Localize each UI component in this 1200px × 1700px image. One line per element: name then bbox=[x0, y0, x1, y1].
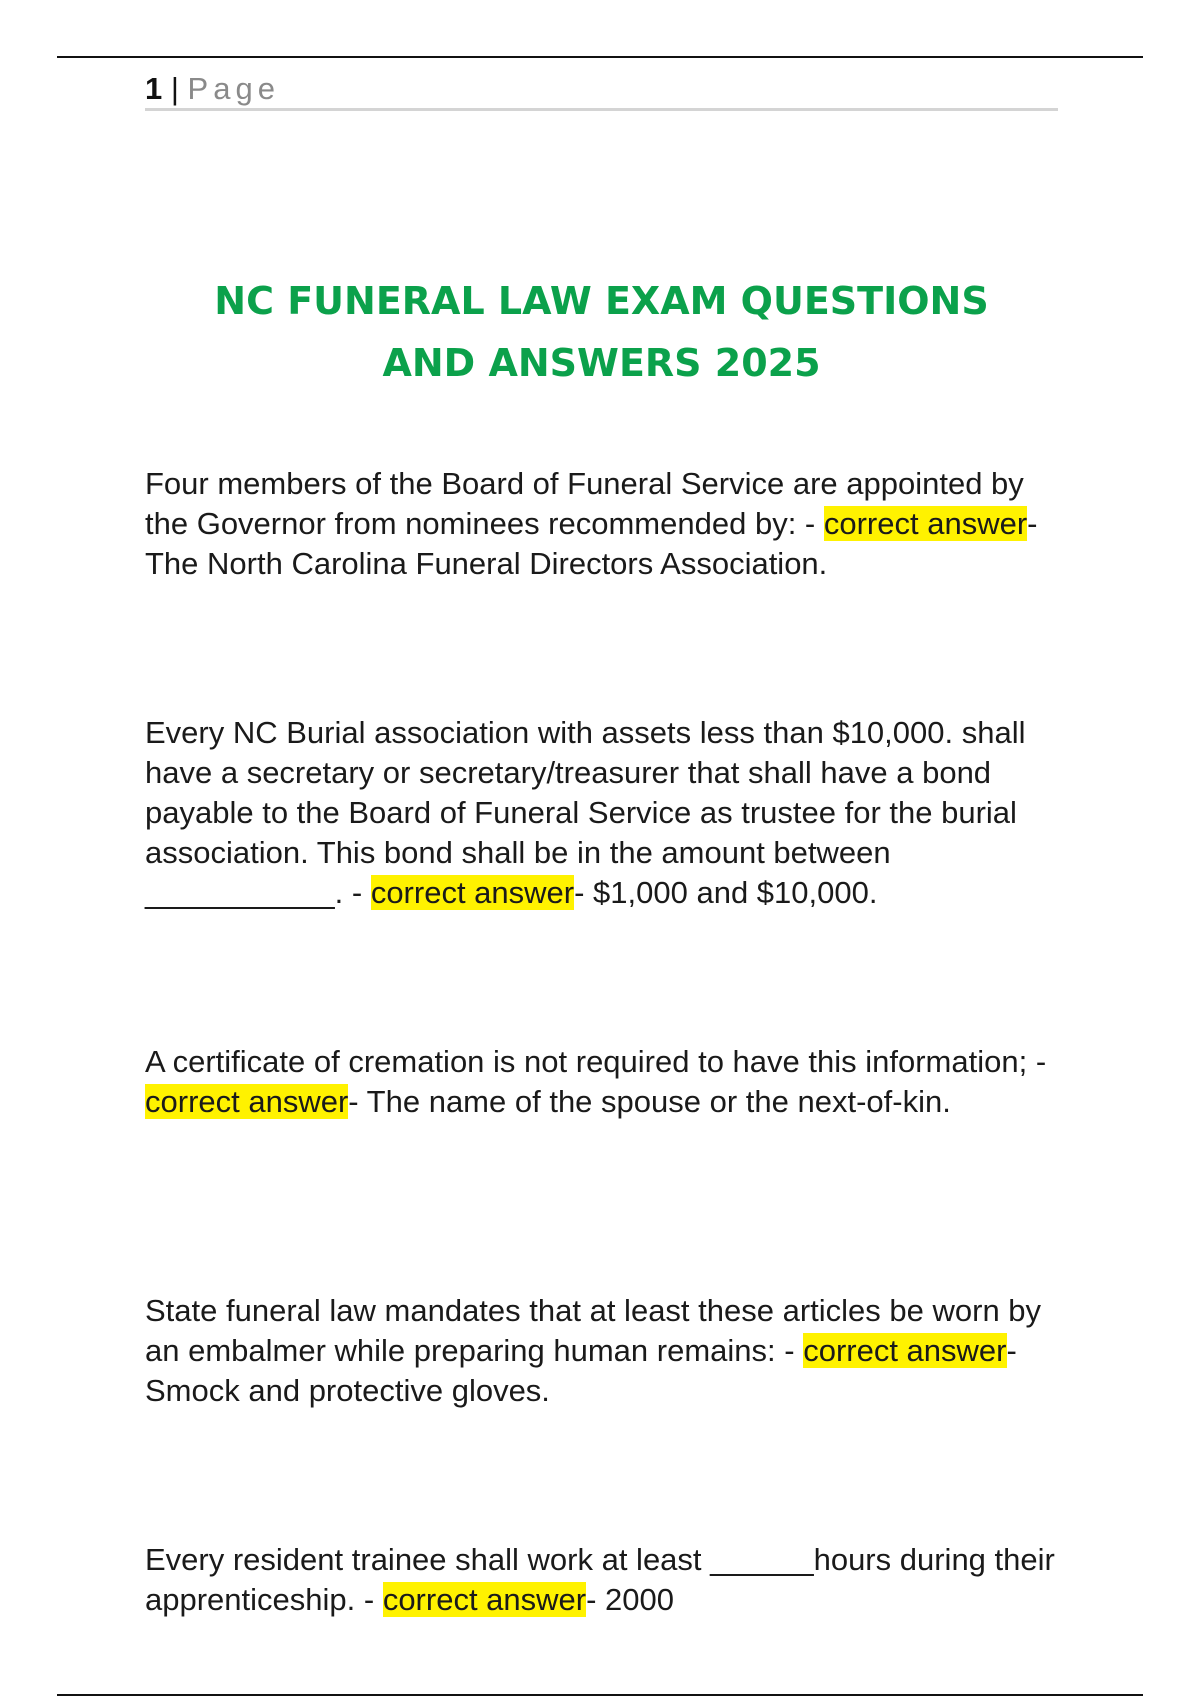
question-text: Four members of the Board of Funeral Service are appointed by the Governor from nominees recommended by: - bbox=[145, 466, 1024, 541]
answer-text: - Smock and protective gloves. bbox=[145, 1333, 1017, 1408]
page-label: Page bbox=[187, 71, 280, 106]
correct-answer-highlight: correct answer bbox=[145, 1084, 349, 1119]
question-text: Every resident trainee shall work at least ______hours during their apprenticeship. - bbox=[145, 1542, 1055, 1617]
qa-item bbox=[145, 1042, 1065, 1122]
correct-answer-highlight: correct answer bbox=[382, 1582, 587, 1617]
qa-item bbox=[145, 1291, 1065, 1411]
document-title bbox=[145, 270, 1058, 394]
answer-text: - The North Carolina Funeral Directors Association. bbox=[145, 506, 1038, 581]
answer-text: - The name of the spouse or the next-of-kin. bbox=[348, 1084, 951, 1119]
top-rule bbox=[57, 56, 1143, 58]
question-text: Every NC Burial association with assets less than $10,000. shall have a secretary or secretary/treasurer that shall have a bond payable to the Board of Funeral Service as trustee for the burial association. This bond shall be in the amount between ___________. - bbox=[145, 715, 1026, 910]
page-number: 1 bbox=[145, 71, 163, 106]
question-text: A certificate of cremation is not required to have this information; - bbox=[145, 1044, 1047, 1079]
answer-text: - 2000 bbox=[586, 1582, 675, 1617]
title-line-2: AND ANSWERS 2025 bbox=[382, 341, 821, 385]
page-separator: | bbox=[162, 71, 188, 106]
correct-answer-highlight: correct answer bbox=[803, 1333, 1007, 1368]
question-text: State funeral law mandates that at least these articles be worn by an embalmer while preparing human remains: - bbox=[145, 1293, 1042, 1368]
answer-text: - $1,000 and $10,000. bbox=[574, 875, 878, 910]
bottom-rule bbox=[57, 1694, 1143, 1696]
qa-item bbox=[145, 713, 1065, 913]
correct-answer-highlight: correct answer bbox=[370, 875, 575, 910]
qa-item bbox=[145, 1540, 1065, 1620]
page-header bbox=[145, 70, 1058, 111]
qa-item bbox=[145, 464, 1065, 584]
correct-answer-highlight: correct answer bbox=[823, 506, 1028, 541]
title-line-1: NC FUNERAL LAW EXAM QUESTIONS bbox=[214, 279, 989, 323]
